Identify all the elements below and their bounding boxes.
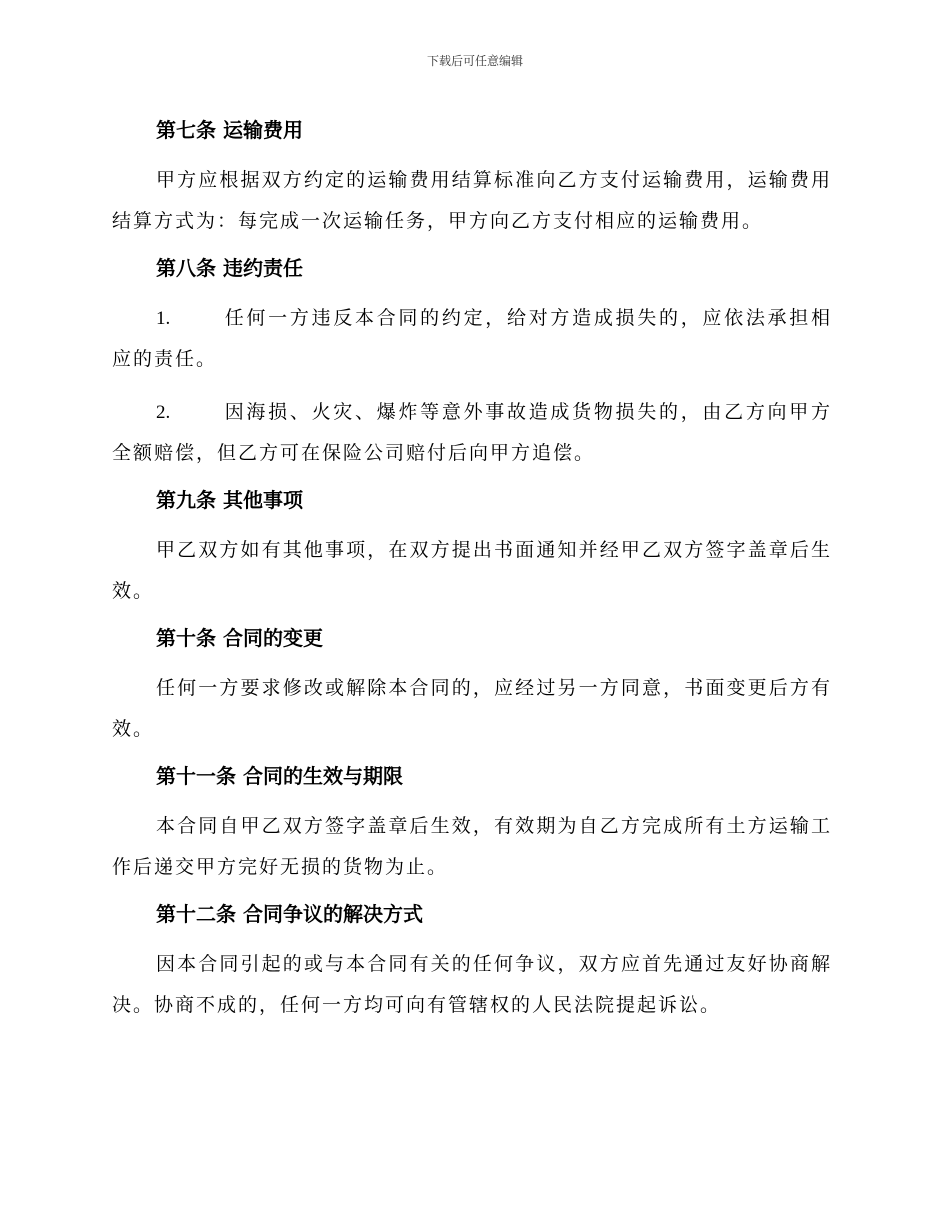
- clause-text: 任何一方违反本合同的约定，给对方造成损失的，应依法承担相应的责任。: [112, 307, 832, 370]
- numbered-clause: [112, 298, 832, 380]
- article-paragraph: 任何一方要求修改或解除本合同的，应经过另一方同意，书面变更后方有效。: [112, 677, 832, 740]
- article-heading: 第八条 违约责任: [156, 256, 303, 280]
- article-paragraph: 甲乙双方如有其他事项，在双方提出书面通知并经甲乙双方签字盖章后生效。: [112, 539, 832, 602]
- article-heading: 第七条 运输费用: [156, 118, 303, 142]
- article-paragraph: 本合同自甲乙双方签字盖章后生效，有效期为自乙方完成所有土方运输工作后递交甲方完好无损的货物为止。: [112, 815, 832, 878]
- numbered-clause: [112, 392, 832, 474]
- article-8: [112, 254, 832, 474]
- article-9: [112, 486, 832, 612]
- article-7: [112, 116, 832, 242]
- clause-number: 2.: [156, 402, 171, 423]
- article-paragraph: 因本合同引起的或与本合同有关的任何争议，双方应首先通过友好协商解决。协商不成的，任何一方均可向有管辖权的人民法院提起诉讼。: [112, 953, 832, 1016]
- article-heading: 第十一条 合同的生效与期限: [156, 764, 403, 788]
- article-11: [112, 762, 832, 888]
- document-body: [112, 110, 832, 1038]
- article-heading: 第十二条 合同争议的解决方式: [156, 902, 423, 926]
- article-heading: 第九条 其他事项: [156, 488, 303, 512]
- page-header: 下载后可任意编辑: [426, 54, 523, 68]
- clause-number: 1.: [156, 308, 171, 329]
- article-heading: 第十条 合同的变更: [156, 626, 323, 650]
- article-10: [112, 624, 832, 750]
- clause-text: 因海损、火灾、爆炸等意外事故造成货物损失的，由乙方向甲方全额赔偿，但乙方可在保险公司赔付后向甲方追偿。: [112, 401, 832, 464]
- article-12: [112, 900, 832, 1026]
- article-paragraph: 甲方应根据双方约定的运输费用结算标准向乙方支付运输费用，运输费用结算方式为：每完成一次运输任务，甲方向乙方支付相应的运输费用。: [112, 169, 832, 232]
